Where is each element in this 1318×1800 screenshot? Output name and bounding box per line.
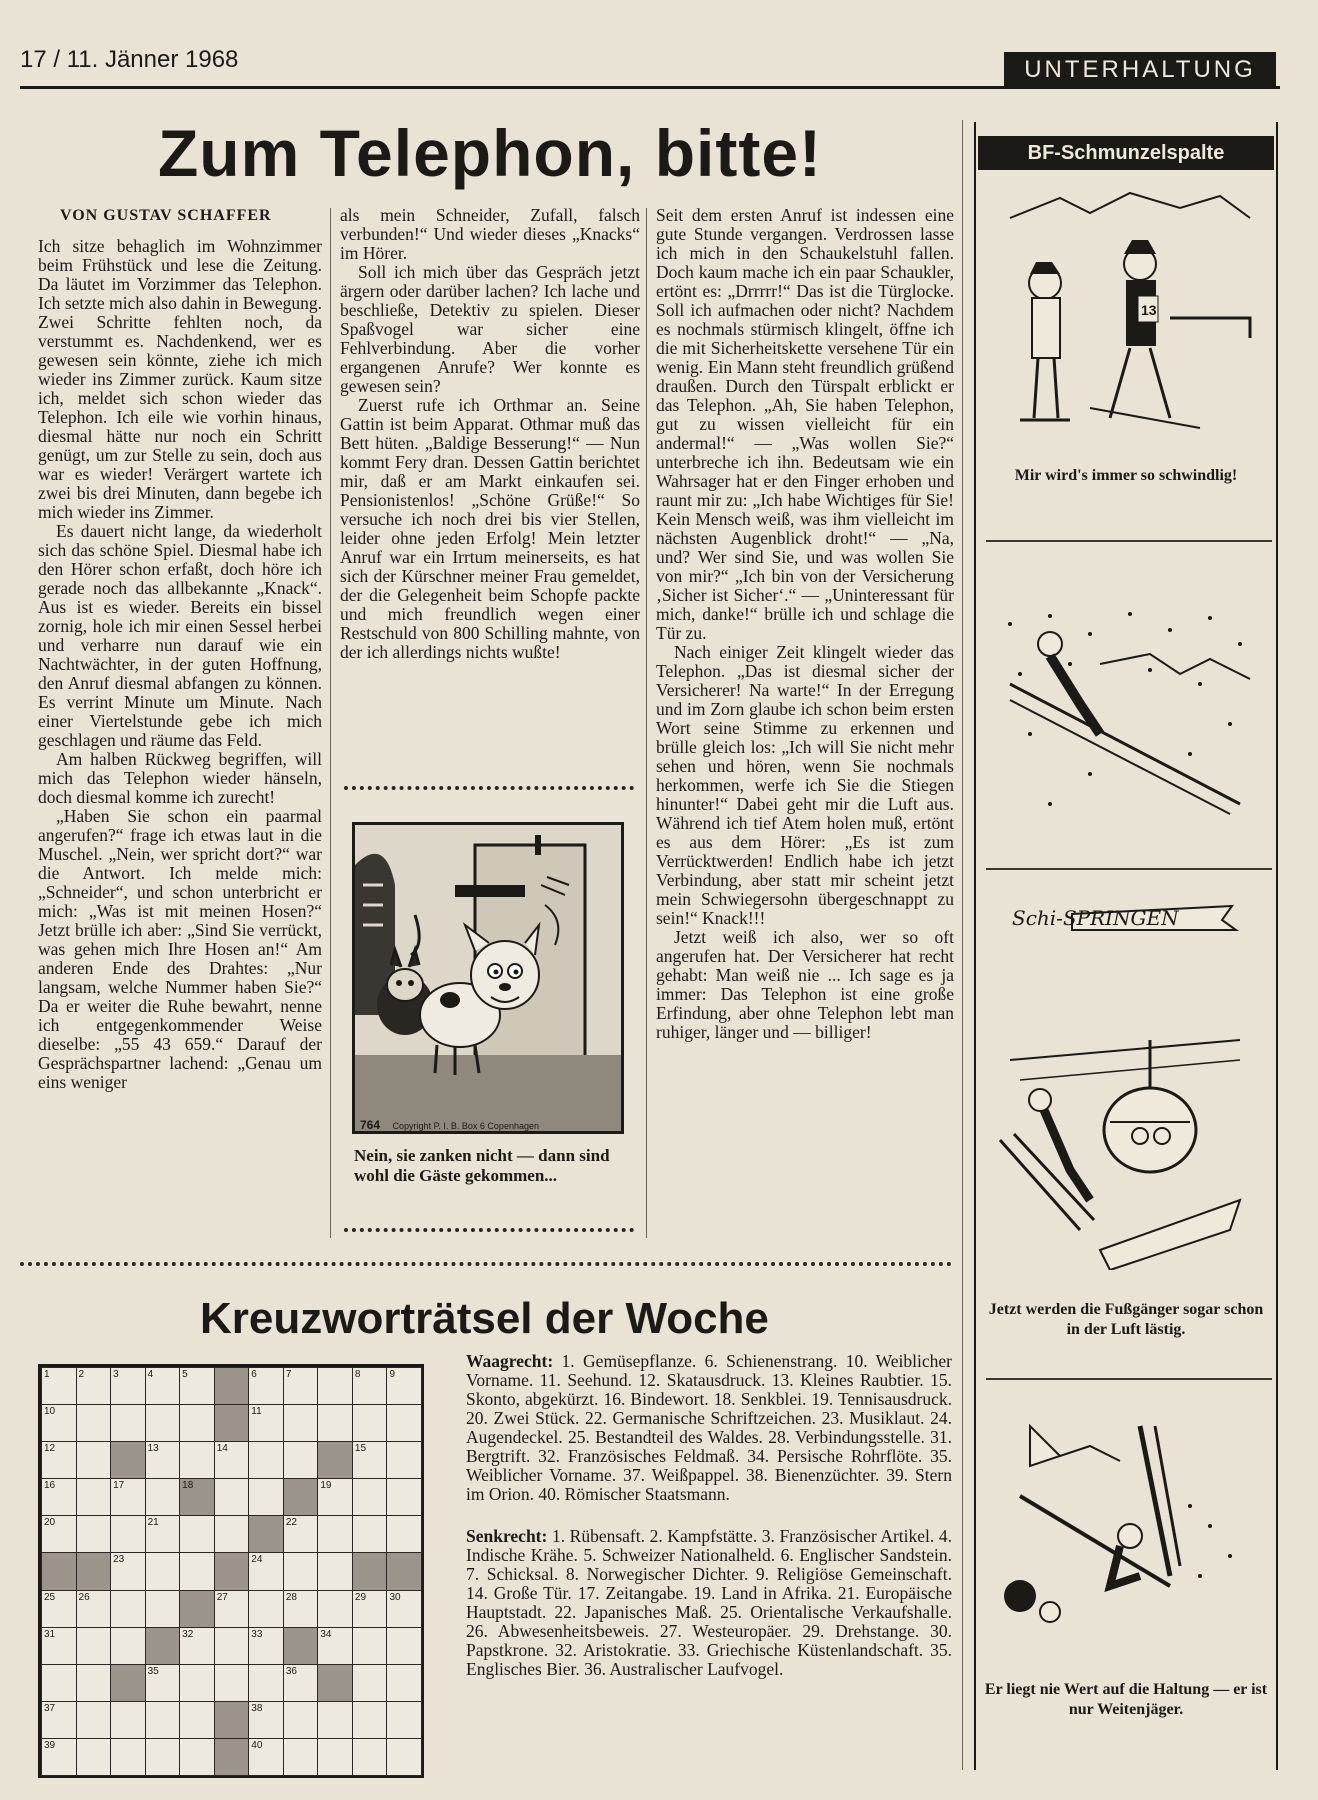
crossword-block <box>179 1478 215 1516</box>
crossword-cell[interactable] <box>248 1552 284 1590</box>
sidebar-divider <box>986 540 1272 542</box>
clues-down-label: Senkrecht: <box>466 1526 548 1546</box>
sign-ski-springen <box>1002 900 1242 940</box>
cartoon-drawing <box>355 825 621 1131</box>
crossword-cell[interactable] <box>145 1552 181 1590</box>
crossword-cell[interactable] <box>145 1478 181 1516</box>
crossword-block <box>248 1515 284 1553</box>
crossword-cell[interactable] <box>179 1441 215 1479</box>
column-rule <box>330 208 331 1238</box>
crossword-cell[interactable] <box>248 1738 284 1776</box>
crossword-block <box>145 1627 181 1665</box>
crossword-cell[interactable] <box>110 1552 146 1590</box>
article-column-2 <box>340 206 640 662</box>
crossword-cell[interactable] <box>352 1738 388 1776</box>
crossword-cell[interactable] <box>386 1367 422 1405</box>
crossword-cell[interactable] <box>386 1664 422 1702</box>
crossword-cell[interactable] <box>283 1552 319 1590</box>
cell-number: 36 <box>285 1665 297 1677</box>
cartoon-caption: Nein, sie zanken nicht — dann sind wohl die Gäste gekommen... <box>354 1146 610 1185</box>
paragraph: als mein Schneider, Zufall, falsch verbunden!“ Und wieder dieses „Knacks“ im Hörer. <box>340 205 640 263</box>
paragraph: Zuerst rufe ich Orthmar an. Seine Gattin ist beim Apparat. Othmar muß das Bett hüten. „Baldige Besserung!“ — Nun kommt Fery dran. Dessen Gattin berichtet mir, daß er am Markt einkaufen sei. Pensionistenlos! „Schöne Grüße!“ So versuche ich noch drei bis vier Stellen, leider ohne jeden Erfolg! Mein letzter Anruf war ein Irrtum meinerseits, es hat sich der Kürschner meiner Frau gemeldet, der die Gelegenheit beim Schopfe packte und mich freundlich wegen einer Restschuld von 800 Schilling mahnte, von der ich allerdings nichts wußte! <box>340 395 640 662</box>
crossword-cell[interactable] <box>76 1404 112 1442</box>
crossword-cell[interactable] <box>248 1590 284 1628</box>
sidebar-divider <box>986 868 1272 870</box>
crossword-block <box>214 1701 250 1739</box>
crossword-cell[interactable] <box>179 1664 215 1702</box>
crossword-grid[interactable] <box>38 1364 424 1778</box>
crossword-cell[interactable] <box>41 1664 77 1702</box>
paragraph: Nach einiger Zeit klingelt wieder das Telephon. „Das ist diesmal sicher der Versicherer! Na warte!“ In der Erregung und im Zorn glaube ich schon beim ersten Wort seine Stimme zu erkennen und brülle gleich los: „Ich will Sie nicht mehr sehen und hören, wenn Sie nochmals herkommen, werfe ich Sie die Stiegen hinunter!“ Dabei geht mir die Luft aus. Während ich tief Atem holen muß, ertönt es aus dem Hörer: „Es ist zum Verrücktwerden! Endlich habe ich jetzt Verbindung, aber statt mir scheint jetzt mein Schwiegersohn übergeschnappt zu sein!“ Knack!!! <box>656 642 954 928</box>
cell-number: 22 <box>285 1517 297 1529</box>
section-label: UNTERHALTUNG <box>1004 52 1276 88</box>
crossword-cell[interactable] <box>110 1701 146 1739</box>
clues-across-text: 1. Gemüsepflanze. 6. Schienenstrang. 10. Weiblicher Vorname. 11. Seehund. 12. Skatausdruck. 13. Kleines Raubtier. 15. Skonto, abgekürzt. 16. Bindewort. 18. Senkblei. 19. Tennisausdruck. 20. Zwei Stück. 22. Germanische Schriftzeichen. 23. Musiklaut. 24. Augendeckel. 25. Bestandteil des Waldes. 28. Verbindungsstelle. 31. Bergtrift. 32. Französisches Feldmaß. 34. Persische Rohrflöte. 35. Weiblicher Vorname. 37. Weißpappel. 38. Bienenzüchter. 39. Stern im Orion. 40. Römischer Staatsmann. <box>466 1351 952 1504</box>
cell-number: 40 <box>251 1739 263 1751</box>
crossword-cell[interactable] <box>352 1664 388 1702</box>
sketch-ski-jumper-snow <box>990 604 1260 824</box>
crossword-cell[interactable] <box>352 1441 388 1479</box>
cell-number: 20 <box>44 1517 56 1529</box>
crossword-cell[interactable] <box>386 1404 422 1442</box>
crossword-cell[interactable] <box>145 1738 181 1776</box>
cell-number: 31 <box>44 1628 56 1640</box>
crossword-cell[interactable] <box>145 1404 181 1442</box>
crossword-cell[interactable] <box>214 1664 250 1702</box>
crossword-cell[interactable] <box>76 1515 112 1553</box>
crossword-cell[interactable] <box>352 1478 388 1516</box>
crossword-block <box>352 1552 388 1590</box>
crossword-cell[interactable] <box>110 1478 146 1516</box>
paragraph: Ich sitze behaglich im Wohnzimmer beim Frühstück und lese die Zeitung. Da läutet im Vorzimmer das Telephon. Ich setzte mich also dahin in Bewegung. Zwei Schritte fehlten noch, da verstummt es. Nachdenkend, wer es gewesen sein könnte, ziehe ich mich wieder ins Zimmer zurück. Kaum sitze ich, meldet sich schon wieder das Telephon. Ich eile wie vorhin hinaus, diesmal hätte nur noch ein Schritt genügt, um zur Stelle zu sein, doch aus war es wieder! Verärgert wartete ich zwei bis drei Minuten, dann begebe ich mich wieder ins Zimmer. <box>38 236 322 522</box>
crossword-cell[interactable] <box>179 1404 215 1442</box>
cell-number: 2 <box>78 1369 85 1380</box>
cell-number: 19 <box>320 1480 332 1492</box>
crossword-cell[interactable] <box>179 1701 215 1739</box>
cartoon-dogs <box>352 822 624 1134</box>
crossword-cell[interactable] <box>214 1515 250 1553</box>
crossword-block <box>283 1478 319 1516</box>
crossword-cell[interactable] <box>145 1664 181 1702</box>
crossword-block <box>41 1552 77 1590</box>
crossword-block <box>214 1367 250 1405</box>
paragraph: Soll ich mich über das Gespräch jetzt ärgern oder darüber lachen? Ich lache und beschließe, Detektiv zu spielen. Dieser Spaßvogel war sicher eine Fehlverbindung. Aber die vorher ergangenen Anrufe? Wer konnte es gewesen sein? <box>340 262 640 396</box>
cell-number: 29 <box>354 1591 367 1603</box>
crossword-cell[interactable] <box>76 1367 112 1405</box>
section-divider <box>20 1262 952 1266</box>
cell-number: 25 <box>44 1591 56 1603</box>
crossword-cell[interactable] <box>179 1367 215 1405</box>
sidebar-caption-1: Mir wird's immer so schwindlig! <box>1014 467 1238 484</box>
crossword-cell[interactable] <box>248 1404 284 1442</box>
cell-number: 39 <box>44 1739 56 1751</box>
crossword-cell[interactable] <box>145 1515 181 1553</box>
sketch-skiers-hillside <box>990 188 1260 438</box>
cell-number: 21 <box>147 1517 159 1529</box>
crossword-cell[interactable] <box>248 1701 284 1739</box>
crossword-cell[interactable] <box>248 1478 284 1516</box>
cell-number: 26 <box>78 1591 90 1603</box>
crossword-block <box>110 1441 146 1479</box>
crossword-cell[interactable] <box>110 1367 146 1405</box>
crossword-cell[interactable] <box>41 1441 77 1479</box>
cell-number: 9 <box>389 1369 396 1380</box>
crossword-cell[interactable] <box>248 1441 284 1479</box>
crossword-cell[interactable] <box>41 1404 77 1442</box>
article-byline: VON GUSTAV SCHAFFER <box>60 207 272 224</box>
cell-number: 16 <box>44 1480 56 1492</box>
cell-number: 6 <box>251 1369 257 1380</box>
crossword-cell[interactable] <box>110 1515 146 1553</box>
crossword-cell[interactable] <box>317 1515 353 1553</box>
crossword-cell[interactable] <box>76 1701 112 1739</box>
cartoon-copyright <box>360 1118 539 1132</box>
crossword-cell[interactable] <box>317 1404 353 1442</box>
crossword-cell[interactable] <box>352 1627 388 1665</box>
crossword-cell[interactable] <box>179 1738 215 1776</box>
crossword-cell[interactable] <box>76 1441 112 1479</box>
crossword-cell[interactable] <box>76 1590 112 1628</box>
cell-number: 23 <box>113 1554 125 1566</box>
crossword-cell[interactable] <box>386 1478 422 1516</box>
crossword-cell[interactable] <box>145 1701 181 1739</box>
cell-number: 35 <box>147 1665 159 1677</box>
crossword-block <box>76 1552 112 1590</box>
crossword-clues <box>466 1352 952 1702</box>
cell-number: 37 <box>44 1702 56 1714</box>
crossword-block <box>179 1590 215 1628</box>
cell-number: 38 <box>251 1702 263 1714</box>
crossword-block <box>214 1738 250 1776</box>
crossword-block <box>214 1404 250 1442</box>
cell-number: 28 <box>285 1591 297 1603</box>
cell-number: 27 <box>216 1591 228 1603</box>
crossword-block <box>317 1441 353 1479</box>
crossword-cell[interactable] <box>317 1552 353 1590</box>
crossword-title: Kreuzworträtsel der Woche <box>200 1294 769 1343</box>
paragraph: Jetzt weiß ich also, wer so oft angerufen hat. Der Versicherer hat recht gehabt: Man weiß nie ... Ich sage es ja immer: Das Telephon ist eine große Erfindung, aber ohne Telephon lebt man ruhiger, länger und — billiger! <box>656 927 954 1042</box>
crossword-cell[interactable] <box>110 1738 146 1776</box>
sign-text: Schi-SPRINGEN <box>1012 906 1179 930</box>
article-column-1 <box>38 206 322 1092</box>
crossword-cell[interactable] <box>145 1367 181 1405</box>
crossword-cell[interactable] <box>110 1590 146 1628</box>
crossword-cell[interactable] <box>283 1367 319 1405</box>
cell-number: 10 <box>44 1406 56 1418</box>
crossword-cell[interactable] <box>41 1701 77 1739</box>
clues-across <box>466 1352 952 1504</box>
sidebar-caption-2: Jetzt werden die Fußgänger sogar schon in der Luft lästig. <box>988 1301 1264 1338</box>
paragraph: Seit dem ersten Anruf ist indessen eine gute Stunde vergangen. Verdrossen lasse ich mich in den Schaukelstuhl fallen. Doch kaum mache ich ein paar Schaukler, ertönt es: „Drrrrr!“ Das ist die Türglocke. Soll ich aufmachen oder nicht? Nachdem es nochmals stürmisch klingelt, öffne ich die mit Sicherheitskette versehene Tür ein wenig. Ein Mann steht freundlich grüßend draußen. Durch den Türspalt erblickt er das Telephon. „Ah, Sie haben Telephon, gut zu wissen vielleicht für ein andermal!“ — „Was wollen Sie?“ unterbreche ich ihn. Bedeutsam wie ein Wahrsager hat er den Finger erhoben und raunt mir zu: „Ich habe Wichtiges für Sie! Kein Mensch weiß, was ihm vielleicht im nächsten Augenblick droht!“ — „Na, und? Wer sind Sie, und was wollen Sie von mir?“ „Ich bin von der Versicherung ‚Sicher ist Sicher‘.“ — „Uninteressant für mich, danke!“ brülle ich und schlage die Tür zu. <box>656 205 954 643</box>
crossword-cell[interactable] <box>179 1552 215 1590</box>
crossword-cell[interactable] <box>179 1515 215 1553</box>
crossword-cell[interactable] <box>248 1664 284 1702</box>
crossword-cell[interactable] <box>41 1367 77 1405</box>
crossword-cell[interactable] <box>386 1627 422 1665</box>
column-rule <box>646 208 647 1238</box>
crossword-cell[interactable] <box>76 1627 112 1665</box>
crossword-cell[interactable] <box>41 1590 77 1628</box>
crossword-block <box>214 1552 250 1590</box>
crossword-cell[interactable] <box>352 1404 388 1442</box>
cell-number: 12 <box>44 1443 56 1455</box>
cell-number: 11 <box>251 1406 262 1418</box>
crossword-cell[interactable] <box>214 1627 250 1665</box>
crossword-cell[interactable] <box>41 1738 77 1776</box>
crossword-cell[interactable] <box>352 1515 388 1553</box>
crossword-cell[interactable] <box>283 1515 319 1553</box>
crossword-cell[interactable] <box>386 1441 422 1479</box>
crossword-cell[interactable] <box>283 1738 319 1776</box>
crossword-cell[interactable] <box>317 1701 353 1739</box>
sidebar-caption-3: Er liegt nie Wert auf die Haltung — er ist nur Weitenjäger. <box>984 1681 1268 1718</box>
crossword-cell[interactable] <box>352 1590 388 1628</box>
cell-number: 24 <box>251 1554 263 1566</box>
paragraph: Es dauert nicht lange, da wiederholt sich das schöne Spiel. Diesmal habe ich den Hörer schon erfaßt, doch höre ich gerade noch das allbekannte „Knack“. Aus ist es wieder. Bereits ein bissel zornig, hole ich mir einen Sessel herbei und verharre nun darauf wie ein Nachtwächter, in der guten Hoffnung, den Anruf diesmal abfangen zu können. Es verrint Minute um Minute. Nach einer Viertelstunde gebe ich mich geschlagen und räume das Feld. <box>38 521 322 750</box>
crossword-cell[interactable] <box>317 1738 353 1776</box>
dotted-divider <box>344 786 634 790</box>
crossword-cell[interactable] <box>248 1367 284 1405</box>
cell-number: 4 <box>147 1369 154 1380</box>
cell-number: 30 <box>389 1591 401 1603</box>
crossword-cell[interactable] <box>76 1738 112 1776</box>
cell-number: 17 <box>113 1480 125 1492</box>
crossword-cell[interactable] <box>352 1701 388 1739</box>
crossword-cell[interactable] <box>317 1478 353 1516</box>
crossword-cell[interactable] <box>283 1701 319 1739</box>
clues-across-label: Waagrecht: <box>466 1351 554 1371</box>
cell-number: 1 <box>44 1369 50 1380</box>
crossword-cell[interactable] <box>214 1590 250 1628</box>
crossword-cell[interactable] <box>145 1590 181 1628</box>
crossword-cell[interactable] <box>386 1738 422 1776</box>
crossword-cell[interactable] <box>41 1478 77 1516</box>
cell-number: 5 <box>182 1369 188 1380</box>
sketch-flying-jumper <box>990 1416 1260 1646</box>
crossword-cell[interactable] <box>214 1441 250 1479</box>
paragraph: Am halben Rückweg begriffen, will mich das Telephon wieder hänseln, doch diesmal komme ich zurecht! <box>38 749 322 807</box>
crossword-cell[interactable] <box>110 1627 146 1665</box>
cell-number: 14 <box>216 1443 228 1455</box>
cell-number: 8 <box>354 1369 361 1380</box>
crossword-cell[interactable] <box>283 1590 319 1628</box>
cell-number: 15 <box>354 1443 367 1455</box>
cell-number: 34 <box>320 1628 332 1640</box>
cell-number: 13 <box>147 1443 159 1455</box>
paragraph: „Haben Sie schon ein paarmal angerufen?“ frage ich etwas laut in die Muschel. „Nein, wer spricht dort?“ war die Antwort. Ich melde mich: „Schneider“, und schon unterbricht er mich: „Was ist mit meinen Hosen?“ Jetzt brülle ich aber: „Sind Sie verrückt, was gehen mich Ihre Hosen an!“ Am anderen Ende des Drahtes: „Nur langsam, welche Nummer haben Sie?“ Da er weiter die Ruhe bewahrt, nenne ich entgegenkommender Weise dieselbe: „55 43 659.“ Darauf der Gesprächspartner lachend: „Genau um eins weniger <box>38 806 322 1092</box>
cell-number: 33 <box>251 1628 263 1640</box>
crossword-cell[interactable] <box>76 1478 112 1516</box>
crossword-cell[interactable] <box>283 1664 319 1702</box>
crossword-block <box>317 1664 353 1702</box>
crossword-cell[interactable] <box>386 1590 422 1628</box>
crossword-cell[interactable] <box>214 1478 250 1516</box>
crossword-block <box>283 1627 319 1665</box>
skier-bib-number: 13 <box>1141 302 1157 318</box>
clues-down-text: 1. Rübensaft. 2. Kampfstätte. 3. Französischer Artikel. 4. Indische Krähe. 5. Schweizer Nationalheld. 6. Englischer Sandstein. 7. Schicksal. 8. Norwegischer Dichter. 9. Religiöse Gemeinschaft. 14. Große Tür. 17. Zeitangabe. 19. Land in Afrika. 21. Europäische Hauptstadt. 22. Japanisches Maß. 25. Orientalische Verkaufshalle. 26. Abwesenheitsbeweis. 27. Westeuropäer. 29. Drehstange. 30. Papstkrone. 32. Aristokratie. 33. Griechische Küstenlandschaft. 35. Englisches Bier. 36. Australischer Laufvogel. <box>466 1526 952 1679</box>
crossword-cell[interactable] <box>145 1441 181 1479</box>
sketch-cable-car-jumper <box>990 1030 1260 1270</box>
cell-number: 18 <box>182 1480 194 1492</box>
crossword-cell[interactable] <box>110 1404 146 1442</box>
header-rule <box>20 86 1280 89</box>
cell-number: 32 <box>182 1628 194 1640</box>
cartoon-number: 764 <box>360 1118 381 1132</box>
cell-number: 3 <box>113 1369 119 1380</box>
crossword-cell[interactable] <box>386 1701 422 1739</box>
crossword-cell[interactable] <box>248 1627 284 1665</box>
sidebar-title: BF-Schmunzelspalte <box>978 136 1274 170</box>
clues-down <box>466 1527 952 1679</box>
article-column-3 <box>656 206 954 1042</box>
page-number-date: 17 / 11. Jänner 1968 <box>20 46 239 73</box>
crossword-cell[interactable] <box>317 1627 353 1665</box>
crossword-block <box>386 1552 422 1590</box>
crossword-cell[interactable] <box>317 1367 353 1405</box>
cartoon-copyright-text: Copyright P. I. B. Box 6 Copenhagen <box>392 1121 539 1131</box>
crossword-block <box>110 1664 146 1702</box>
crossword-cell[interactable] <box>41 1627 77 1665</box>
crossword-cell[interactable] <box>283 1441 319 1479</box>
crossword-cell[interactable] <box>179 1627 215 1665</box>
crossword-cell[interactable] <box>41 1515 77 1553</box>
crossword-cell[interactable] <box>386 1515 422 1553</box>
dotted-divider <box>344 1228 634 1232</box>
crossword-cell[interactable] <box>352 1367 388 1405</box>
sidebar-divider <box>986 1378 1272 1380</box>
column-rule <box>962 120 963 1770</box>
crossword-cell[interactable] <box>317 1590 353 1628</box>
cell-number: 7 <box>285 1369 292 1380</box>
crossword-cell[interactable] <box>76 1664 112 1702</box>
crossword-cell[interactable] <box>283 1404 319 1442</box>
article-headline: Zum Telephon, bitte! <box>157 116 823 190</box>
